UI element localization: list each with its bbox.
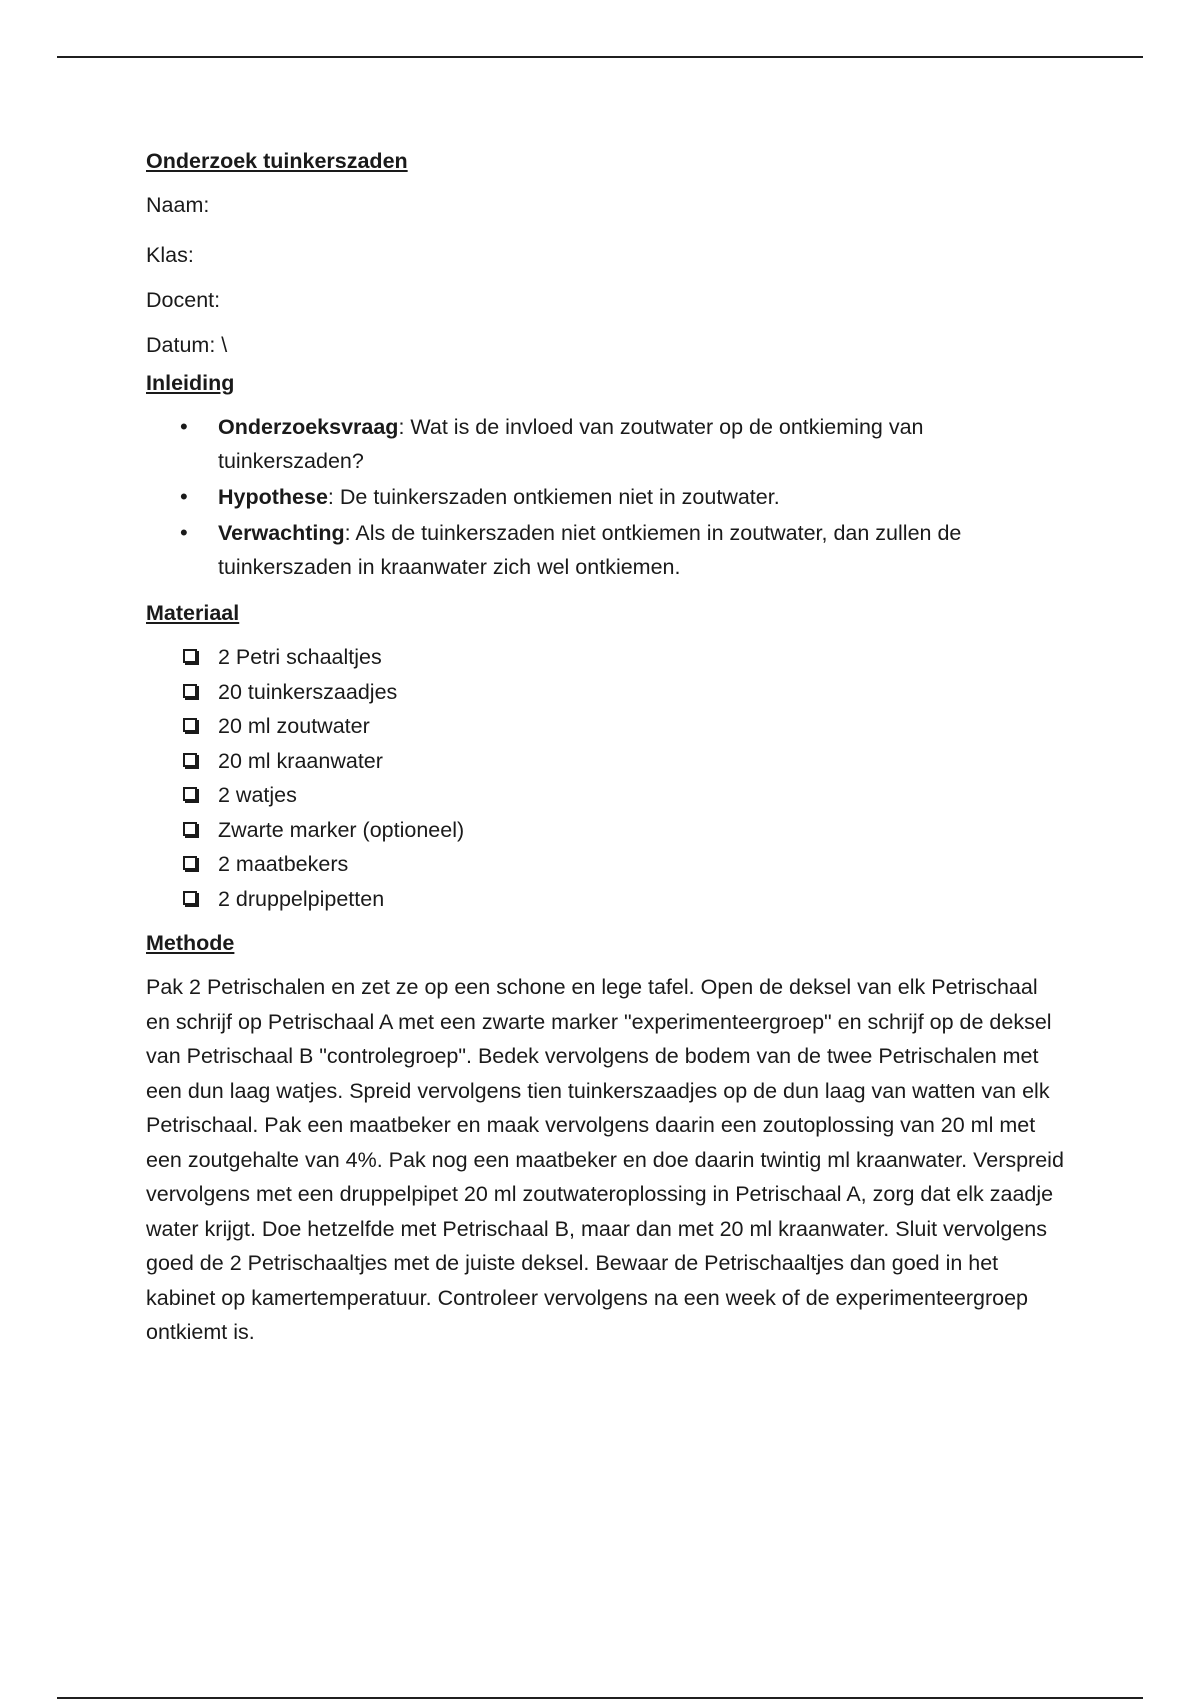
list-item (218, 640, 1066, 675)
list-item (218, 410, 1066, 478)
document-title: Onderzoek tuinkerszaden (146, 149, 408, 173)
footer-rule (57, 1697, 1143, 1699)
item-text: : De tuinkerszaden ontkiemen niet in zoutwater. (327, 485, 780, 509)
materiaal-list (146, 640, 1066, 916)
item-label: Onderzoeksvraag (218, 415, 399, 439)
field-naam: Naam: (146, 193, 210, 217)
checkbox-icon (183, 649, 197, 663)
field-datum: Datum: \ (146, 333, 228, 357)
checkbox-icon (183, 787, 197, 801)
field-klas: Klas: (146, 243, 194, 267)
list-item (218, 709, 1066, 744)
item-text: 2 watjes (218, 783, 297, 807)
field-docent: Docent: (146, 288, 221, 312)
item-label: Hypothese (218, 485, 328, 509)
checkbox-icon (183, 822, 197, 836)
checkbox-icon (183, 856, 197, 870)
heading-inleiding: Inleiding (146, 371, 235, 395)
item-text: : Als de tuinkerszaden niet ontkiemen in zoutwater, dan zullen de tuinkerszaden in kraanwater zich wel ontkiemen. (218, 521, 962, 579)
list-item (218, 675, 1066, 710)
list-item (218, 480, 1066, 514)
document-body (146, 140, 1066, 1350)
heading-materiaal: Materiaal (146, 601, 240, 625)
list-item (218, 778, 1066, 813)
list-item (218, 744, 1066, 779)
item-text: 20 ml kraanwater (218, 748, 383, 773)
methode-paragraph: Pak 2 Petrischalen en zet ze op een schone en lege tafel. Open de deksel van elk Petrischaal en schrijf op Petrischaal A met een zwarte marker "experimenteergroep" en schrijf op de deksel van Petrischaal B "controlegroep". Bedek vervolgens de bodem van de twee Petrischalen met een dun laag watjes. Spreid vervolgens tien tuinkerszaadjes op de dun laag van watten van elk Petrischaal. Pak een maatbeker en maak vervolgens daarin een zoutoplossing van 20 ml met een zoutgehalte van 4%. Pak nog een maatbeker en doe daarin twintig ml kraanwater. Verspreid vervolgens met een druppelpipet 20 ml zoutwateroplossing in Petrischaal A, zorg dat elk zaadje water krijgt. Doe hetzelfde met Petrischaal B, maar dan met 20 ml kraanwater. Sluit vervolgens goed de 2 Petrischaaltjes met de juiste deksel. Bewaar de Petrischaaltjes dan goed in het kabinet op kamertemperatuur. Controleer vervolgens na een week of de experimenteergroep ontkiemt is. (146, 975, 1064, 1344)
item-label: Verwachting (218, 521, 345, 545)
item-text: 2 Petri schaaltjes (218, 645, 382, 669)
header-rule (57, 56, 1143, 58)
list-item (218, 516, 1066, 584)
item-text: Zwarte marker (optioneel) (218, 817, 465, 842)
list-item (218, 813, 1066, 848)
item-text: : Wat is de invloed van zoutwater op de ontkieming van tuinkerszaden? (218, 415, 924, 473)
list-item (218, 847, 1066, 882)
checkbox-icon (183, 753, 197, 767)
item-text: 20 ml zoutwater (218, 714, 370, 738)
item-text: 2 maatbekers (218, 852, 349, 876)
checkbox-icon (183, 718, 197, 732)
inleiding-list (146, 410, 1066, 584)
list-item (218, 882, 1066, 917)
item-text: 20 tuinkerszaadjes (218, 679, 398, 704)
checkbox-icon (183, 891, 197, 905)
checkbox-icon (183, 684, 197, 698)
item-text: 2 druppelpipetten (218, 886, 385, 911)
heading-methode: Methode (146, 931, 235, 955)
